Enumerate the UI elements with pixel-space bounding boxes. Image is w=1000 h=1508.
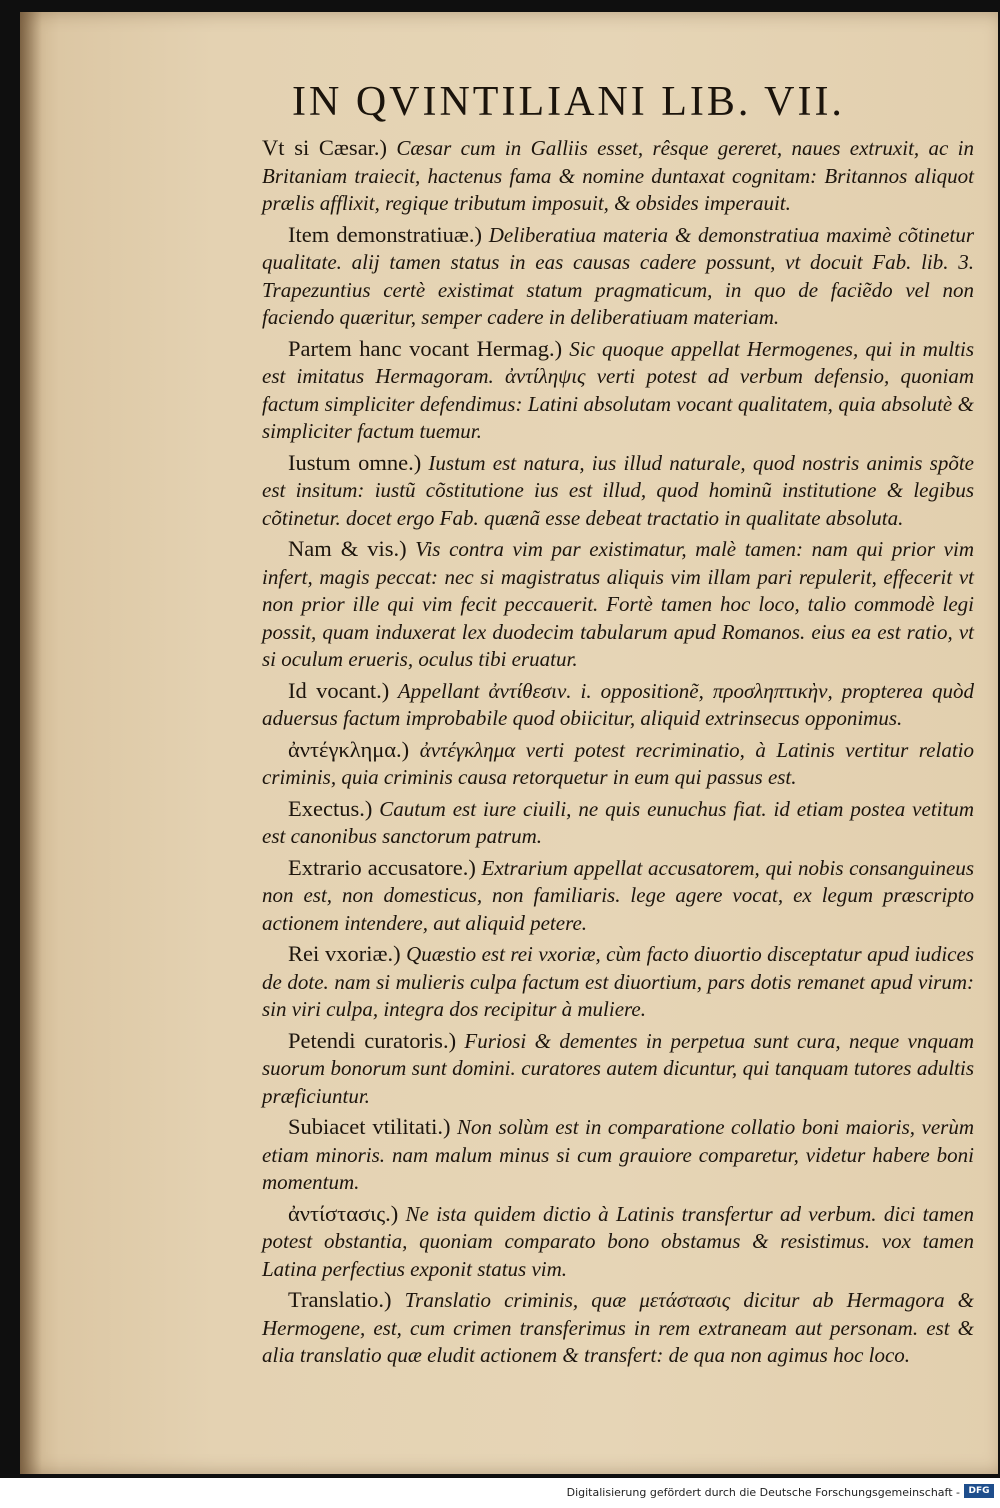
lemma: Exectus.) (288, 795, 373, 821)
gloss: Cæsar cum in Galliis esset, rêsque gereret, naues extruxit, ac in Britaniam traiecit, hactenus fama & nomine duntaxat cognitam: Britannos aliquot prælis afflixit, regique tributum imposuit, & obsides imperauit. (262, 136, 974, 215)
lemma: ἀντέγκλημα.) (288, 736, 410, 762)
gloss: Iustum est natura, ius illud naturale, quod nostris animis spõte est insitum: iustũ cõstitutione ius est illud, quod hominũ institutione & legibus cõtinetur. docet ergo Fab. quænã esse debeat tractatio in qualitate absoluta. (262, 450, 974, 530)
lemma: Rei vxoriæ.) (288, 941, 401, 966)
lemma: Id vocant.) (288, 677, 390, 703)
entry (262, 1200, 974, 1284)
entry (262, 1286, 974, 1370)
entry (262, 449, 974, 533)
running-head: IN QVINTILIANI LIB. VII. (292, 79, 845, 125)
gloss: Ne ista quidem dictio à Latinis transfertur ad verbum. dici tamen potest obstantia, quoniam comparato bono obstamus & resistimus. vox tamen Latina perfectius exponit status vim. (262, 1201, 974, 1281)
gloss: ἀντέγκλημα verti potest recriminatio, à Latinis vertitur relatio criminis, quia criminis causa retorquetur in eum qui passus est. (262, 737, 974, 789)
gloss: Furiosi & dementes in perpetua sunt cura, neque vnquam suorum bonorum sunt domini. curatores autem dicuntur, qui tanquam tutores adultis præficiuntur. (262, 1028, 974, 1108)
lemma: Vt si Cæsar.) (262, 135, 388, 160)
entry (262, 795, 974, 851)
gloss: Translatio criminis, quæ μετάστασις dicitur ab Hermagora & Hermogene, est, cum crimen transferimus in rem extraneam aut personam. est & alia translatio quæ eludit actionem & transfert: de qua non agimus hoc loco. (262, 1288, 974, 1367)
lemma: Petendi curatoris.) (288, 1027, 457, 1053)
lemma: Translatio.) (288, 1287, 392, 1312)
lemma: Iustum omne.) (288, 449, 422, 475)
gloss: Non solùm est in comparatione collatio boni maioris, verùm etiam minoris. nam malum minus si cum grauiore comparetur, videtur habere boni momentum. (262, 1115, 974, 1194)
lemma: Subiacet vtilitati.) (288, 1114, 451, 1139)
gloss: Sic quoque appellat Hermogenes, qui in multis est imitatus Hermagoram. ἀντίληψις verti potest ad verbum defensio, quoniam factum simpliciter defendimus: Latini absolutam vocant qualitatem, quia absolutè & simpliciter factum tuemur. (262, 336, 975, 443)
dfg-logo: DFG (964, 1484, 994, 1498)
gloss: Deliberatiua materia & demonstratiua maximè cõtinetur qualitate. alij tamen status in eas causas cadere possunt, vt docuit Fab. lib. 3. Trapezuntius certè existimat statum pragmaticum, in quo de faciẽdo vel non faciendo quæritur, semper cadere in deliberatiuam materiam. (262, 222, 974, 329)
entry (262, 854, 974, 938)
entry (262, 134, 974, 218)
lemma: Nam & vis.) (288, 536, 407, 561)
commentary-text (262, 134, 974, 1373)
entry (262, 535, 974, 674)
entry (262, 335, 974, 446)
gloss: Quæstio est rei vxoriæ, cùm facto diuortio disceptatur apud iudices de dote. nam si mulieris culpa factum est diuortium, pars dotis remanet apud virum: sin viri culpa, integra dos recipitur à muliere. (262, 942, 974, 1021)
lemma: Partem hanc vocant Hermag.) (288, 335, 563, 361)
lemma: Extrario accusatore.) (288, 854, 476, 880)
lemma: ἀντίστασις.) (288, 1200, 399, 1226)
lemma: Item demonstratiuæ.) (288, 221, 482, 247)
entry (262, 1113, 974, 1197)
entry (262, 940, 974, 1024)
funding-note: Digitalisierung gefördert durch die Deutsche Forschungsgemeinschaft - (566, 1486, 960, 1499)
gloss: Appellant ἀντίθεσιν. i. oppositionẽ, προσληπτικὴν, propterea quòd aduersus factum improbabile quod obiicitur, aliquid extrinsecus opponimus. (262, 678, 974, 730)
entry (262, 1027, 974, 1111)
gloss: Cautum est iure ciuili, ne quis eunuchus fiat. id etiam postea vetitum est canonibus sanctorum patrum. (262, 796, 974, 848)
gloss: Vis contra vim par existimatur, malè tamen: nam qui prior vim infert, magis peccat: nec si magistratus aliquis vim illam pari repulerit, effecerit vt non prior ille qui vim fecit peccauerit. Fortè tamen hoc loco, talio commodè legi possit, quam induxerat lex duodecim tabularum apud Romanos. eius ea est ratio, vt si oculum erueris, oculus tibi eruatur. (262, 537, 974, 671)
gloss: Extrarium appellat accusatorem, qui nobis consanguineus non est, non domesticus, non familiaris. lege agere vocat, ex legum præscripto actionem intendere, aut aliquid petere. (262, 855, 974, 935)
entry (262, 677, 974, 733)
entry (262, 221, 974, 332)
entry (262, 736, 974, 792)
